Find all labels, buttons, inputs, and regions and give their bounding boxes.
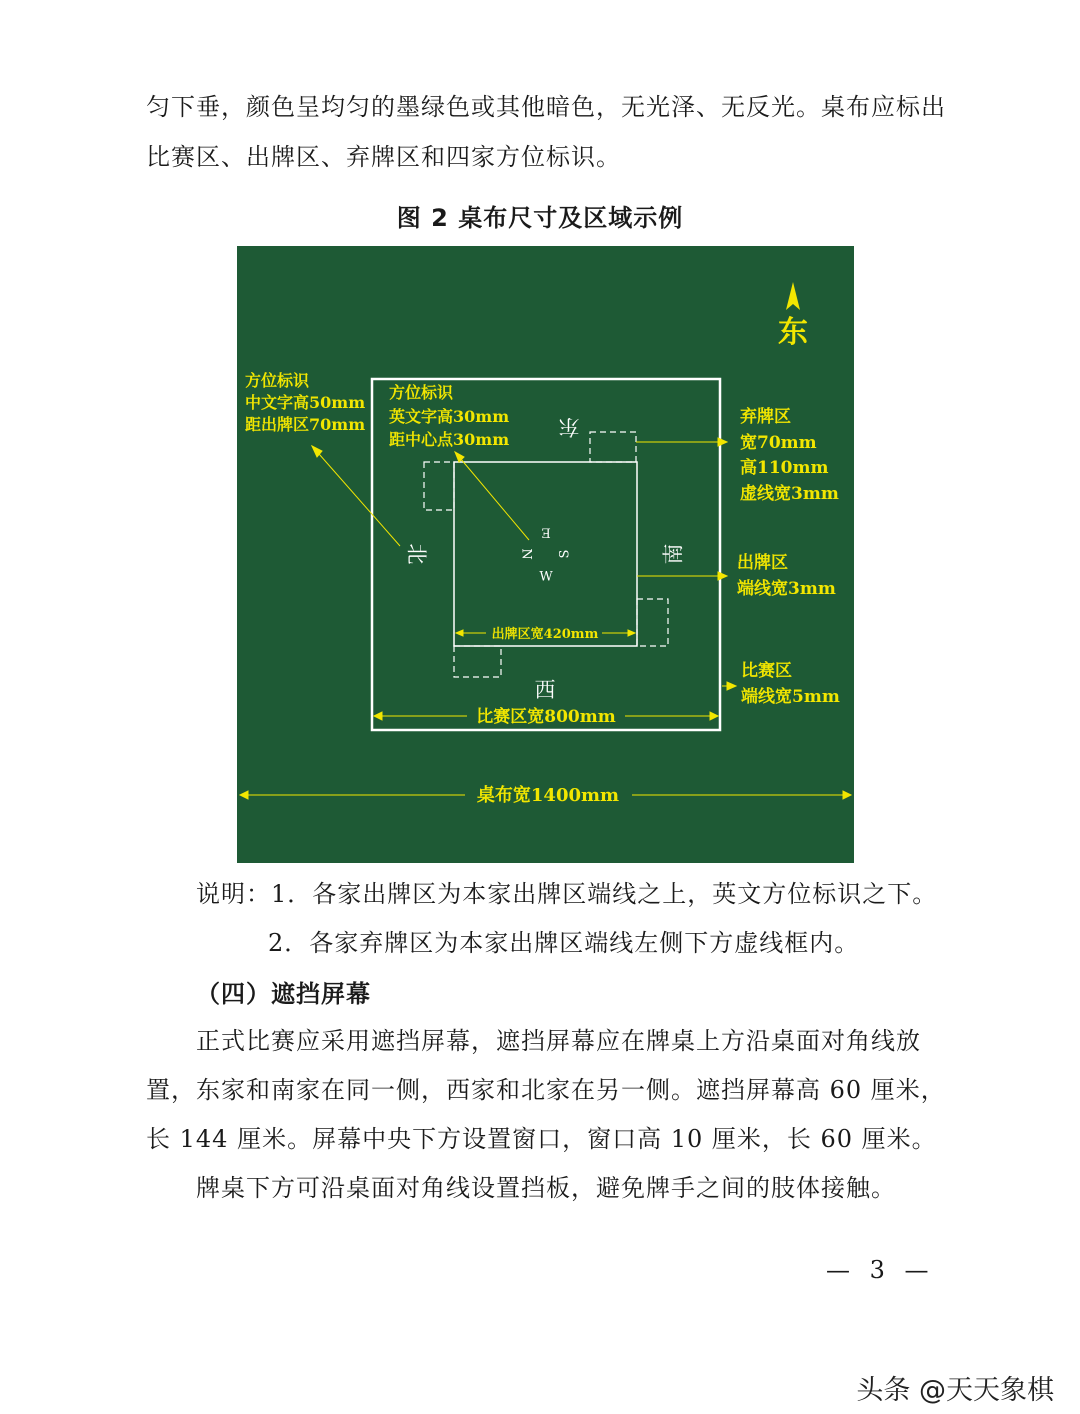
body-text-line: 牌桌下方可沿桌面对角线设置挡板，避免牌手之间的肢体接触。 (196, 1174, 896, 1202)
annotation-line: 端线宽5mm (741, 687, 840, 707)
body-text-line: 置，东家和南家在同一侧，西家和北家在另一侧。遮挡屏幕高 60 厘米， (146, 1076, 946, 1104)
seat-label-south: 南 (661, 543, 686, 565)
figure-title: 图 2 桌布尺寸及区域示例 (396, 204, 684, 232)
annotation-line: 方位标识 (389, 383, 454, 402)
body-text-line: 长 144 厘米。屏幕中央下方设置窗口，窗口高 10 厘米，长 60 厘米。 (146, 1125, 937, 1153)
annotation-line: 距中心点30mm (389, 430, 510, 449)
annotation-line: 英文字高30mm (389, 407, 510, 426)
figure-note-line: 说明：1．各家出牌区为本家出牌区端线之上，英文方位标识之下。 (196, 880, 938, 908)
annotation-line: 出牌区 (737, 553, 788, 573)
page-number: — 3 — (826, 1256, 935, 1284)
tablecloth-diagram (237, 246, 854, 863)
figure-note-line: 2．各家弃牌区为本家出牌区端线左侧下方虚线框内。 (268, 929, 860, 957)
dimension-label-cloth: 桌布宽1400mm (476, 785, 620, 806)
annotation-line: 虚线宽3mm (740, 484, 839, 504)
compass-label: 东 (778, 315, 808, 350)
body-text-line: 正式比赛应采用遮挡屏幕，遮挡屏幕应在牌桌上方沿桌面对角线放 (196, 1027, 921, 1055)
dimension-label-play: 出牌区宽420mm (491, 627, 599, 642)
dimension-label-match: 比赛区宽800mm (476, 707, 616, 727)
body-text-line: 匀下垂，颜色呈均匀的墨绿色或其他暗色，无光泽、无反光。桌布应标出 (146, 93, 946, 121)
section-heading: （四）遮挡屏幕 (196, 979, 371, 1008)
center-letter-north: N (518, 548, 534, 560)
center-letter-west: W (539, 569, 553, 585)
body-text-line: 比赛区、出牌区、弃牌区和四家方位标识。 (146, 143, 621, 171)
watermark: 头条 @天天象棋 (856, 1375, 1054, 1406)
annotation-line: 端线宽3mm (737, 579, 836, 599)
center-letter-south: S (557, 549, 573, 559)
annotation-line: 弃牌区 (740, 407, 791, 427)
annotation-line: 比赛区 (741, 661, 792, 681)
annotation-line: 中文字高50mm (245, 393, 366, 412)
seat-label-west: 西 (534, 678, 556, 702)
annotation-line: 方位标识 (245, 371, 310, 390)
annotation-line: 高110mm (740, 458, 829, 478)
annotation-line: 距出牌区70mm (245, 415, 366, 434)
center-letter-east: E (541, 524, 551, 540)
seat-label-north: 北 (404, 543, 429, 565)
seat-label-east: 东 (558, 415, 580, 439)
annotation-line: 宽70mm (740, 433, 817, 453)
